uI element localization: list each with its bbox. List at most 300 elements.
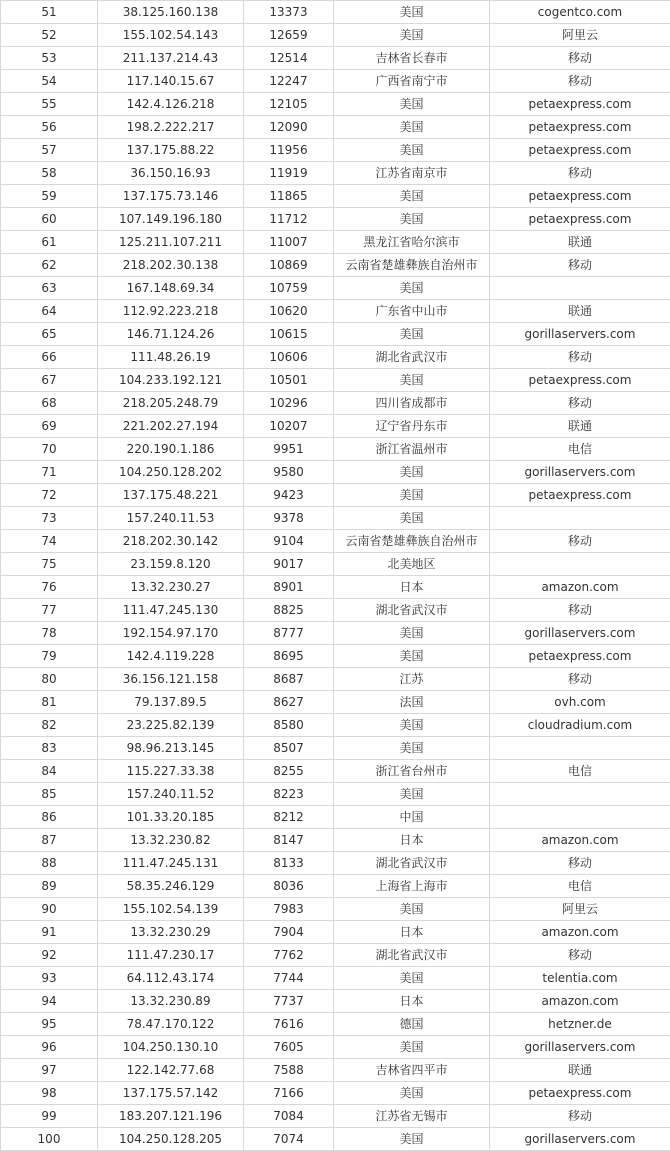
table-row <box>1 875 670 898</box>
rank-cell: 63 <box>1 277 98 300</box>
count-cell: 12105 <box>244 93 334 116</box>
rank-cell: 77 <box>1 599 98 622</box>
count-cell: 10620 <box>244 300 334 323</box>
ip-address-cell: 78.47.170.122 <box>98 1013 244 1036</box>
ip-address-cell: 115.227.33.38 <box>98 760 244 783</box>
table-row <box>1 231 670 254</box>
count-cell: 7744 <box>244 967 334 990</box>
isp-cell: gorillaservers.com <box>490 323 670 346</box>
ip-address-cell: 23.159.8.120 <box>98 553 244 576</box>
table-row <box>1 829 670 852</box>
rank-cell: 59 <box>1 185 98 208</box>
ip-address-cell: 157.240.11.52 <box>98 783 244 806</box>
rank-cell: 53 <box>1 47 98 70</box>
isp-cell: petaexpress.com <box>490 93 670 116</box>
isp-cell: 电信 <box>490 760 670 783</box>
table-row <box>1 484 670 507</box>
table-row <box>1 507 670 530</box>
location-cell: 美国 <box>334 484 490 507</box>
table-row <box>1 1082 670 1105</box>
table-row <box>1 1105 670 1128</box>
ip-address-cell: 183.207.121.196 <box>98 1105 244 1128</box>
rank-cell: 74 <box>1 530 98 553</box>
count-cell: 8825 <box>244 599 334 622</box>
location-cell: 美国 <box>334 737 490 760</box>
isp-cell: 移动 <box>490 852 670 875</box>
ip-address-cell: 122.142.77.68 <box>98 1059 244 1082</box>
isp-cell: 移动 <box>490 599 670 622</box>
isp-cell: 移动 <box>490 944 670 967</box>
count-cell: 8255 <box>244 760 334 783</box>
isp-cell: 阿里云 <box>490 24 670 47</box>
location-cell: 美国 <box>334 1082 490 1105</box>
rank-cell: 94 <box>1 990 98 1013</box>
location-cell: 湖北省武汉市 <box>334 852 490 875</box>
rank-cell: 76 <box>1 576 98 599</box>
count-cell: 9017 <box>244 553 334 576</box>
ip-address-cell: 104.250.130.10 <box>98 1036 244 1059</box>
ip-address-cell: 13.32.230.27 <box>98 576 244 599</box>
isp-cell: petaexpress.com <box>490 1082 670 1105</box>
location-cell: 浙江省温州市 <box>334 438 490 461</box>
rank-cell: 67 <box>1 369 98 392</box>
count-cell: 10606 <box>244 346 334 369</box>
location-cell: 美国 <box>334 24 490 47</box>
count-cell: 9378 <box>244 507 334 530</box>
ip-address-cell: 23.225.82.139 <box>98 714 244 737</box>
table-row <box>1 806 670 829</box>
count-cell: 11956 <box>244 139 334 162</box>
isp-cell: 移动 <box>490 530 670 553</box>
table-row <box>1 70 670 93</box>
isp-cell: petaexpress.com <box>490 116 670 139</box>
rank-cell: 51 <box>1 1 98 24</box>
table-row <box>1 944 670 967</box>
table-row <box>1 208 670 231</box>
table-row <box>1 990 670 1013</box>
ip-address-cell: 111.47.230.17 <box>98 944 244 967</box>
isp-cell: 联通 <box>490 1059 670 1082</box>
location-cell: 美国 <box>334 967 490 990</box>
rank-cell: 80 <box>1 668 98 691</box>
table-row <box>1 369 670 392</box>
count-cell: 8627 <box>244 691 334 714</box>
rank-cell: 61 <box>1 231 98 254</box>
isp-cell: 联通 <box>490 415 670 438</box>
count-cell: 12247 <box>244 70 334 93</box>
table-row <box>1 1013 670 1036</box>
table-row <box>1 1128 670 1151</box>
location-cell: 美国 <box>334 507 490 530</box>
isp-cell: 电信 <box>490 438 670 461</box>
location-cell: 上海省上海市 <box>334 875 490 898</box>
rank-cell: 89 <box>1 875 98 898</box>
location-cell: 美国 <box>334 1 490 24</box>
count-cell: 8212 <box>244 806 334 829</box>
count-cell: 12514 <box>244 47 334 70</box>
ip-address-cell: 218.202.30.142 <box>98 530 244 553</box>
isp-cell: hetzner.de <box>490 1013 670 1036</box>
table-row <box>1 300 670 323</box>
location-cell: 美国 <box>334 898 490 921</box>
count-cell: 11919 <box>244 162 334 185</box>
count-cell: 11007 <box>244 231 334 254</box>
isp-cell: gorillaservers.com <box>490 461 670 484</box>
table-row <box>1 139 670 162</box>
rank-cell: 99 <box>1 1105 98 1128</box>
location-cell: 湖北省武汉市 <box>334 944 490 967</box>
table-row <box>1 760 670 783</box>
count-cell: 11865 <box>244 185 334 208</box>
rank-cell: 85 <box>1 783 98 806</box>
ip-address-cell: 137.175.73.146 <box>98 185 244 208</box>
table-row <box>1 185 670 208</box>
table-row <box>1 714 670 737</box>
rank-cell: 54 <box>1 70 98 93</box>
ip-address-cell: 13.32.230.82 <box>98 829 244 852</box>
ip-address-cell: 104.250.128.202 <box>98 461 244 484</box>
isp-cell: gorillaservers.com <box>490 1128 670 1151</box>
rank-cell: 98 <box>1 1082 98 1105</box>
isp-cell: petaexpress.com <box>490 484 670 507</box>
rank-cell: 52 <box>1 24 98 47</box>
isp-cell: cloudradium.com <box>490 714 670 737</box>
location-cell: 美国 <box>334 783 490 806</box>
location-cell: 四川省成都市 <box>334 392 490 415</box>
ip-address-cell: 101.33.20.185 <box>98 806 244 829</box>
count-cell: 8687 <box>244 668 334 691</box>
rank-cell: 71 <box>1 461 98 484</box>
ip-address-cell: 117.140.15.67 <box>98 70 244 93</box>
isp-cell: 电信 <box>490 875 670 898</box>
location-cell: 浙江省台州市 <box>334 760 490 783</box>
ip-address-cell: 64.112.43.174 <box>98 967 244 990</box>
count-cell: 12090 <box>244 116 334 139</box>
isp-cell: petaexpress.com <box>490 185 670 208</box>
count-cell: 8133 <box>244 852 334 875</box>
rank-cell: 83 <box>1 737 98 760</box>
table-row <box>1 1036 670 1059</box>
isp-cell: 移动 <box>490 346 670 369</box>
ip-address-cell: 107.149.196.180 <box>98 208 244 231</box>
location-cell: 美国 <box>334 1036 490 1059</box>
isp-cell: 移动 <box>490 47 670 70</box>
rank-cell: 84 <box>1 760 98 783</box>
table-row <box>1 1 670 24</box>
ip-address-cell: 198.2.222.217 <box>98 116 244 139</box>
rank-cell: 66 <box>1 346 98 369</box>
ip-address-cell: 155.102.54.139 <box>98 898 244 921</box>
ip-address-cell: 111.47.245.131 <box>98 852 244 875</box>
count-cell: 10296 <box>244 392 334 415</box>
location-cell: 吉林省长春市 <box>334 47 490 70</box>
count-cell: 9423 <box>244 484 334 507</box>
table-row <box>1 93 670 116</box>
ip-address-cell: 137.175.48.221 <box>98 484 244 507</box>
table-row <box>1 116 670 139</box>
count-cell: 9580 <box>244 461 334 484</box>
count-cell: 7762 <box>244 944 334 967</box>
location-cell: 美国 <box>334 277 490 300</box>
rank-cell: 72 <box>1 484 98 507</box>
ip-address-cell: 192.154.97.170 <box>98 622 244 645</box>
location-cell: 江苏省南京市 <box>334 162 490 185</box>
location-cell: 中国 <box>334 806 490 829</box>
count-cell: 8147 <box>244 829 334 852</box>
rank-cell: 79 <box>1 645 98 668</box>
count-cell: 12659 <box>244 24 334 47</box>
location-cell: 云南省楚雄彝族自治州市 <box>334 530 490 553</box>
location-cell: 美国 <box>334 208 490 231</box>
isp-cell: 阿里云 <box>490 898 670 921</box>
count-cell: 13373 <box>244 1 334 24</box>
location-cell: 广东省中山市 <box>334 300 490 323</box>
ip-address-cell: 167.148.69.34 <box>98 277 244 300</box>
count-cell: 7904 <box>244 921 334 944</box>
isp-cell: amazon.com <box>490 576 670 599</box>
isp-cell: 移动 <box>490 70 670 93</box>
ip-address-cell: 111.47.245.130 <box>98 599 244 622</box>
isp-cell: gorillaservers.com <box>490 622 670 645</box>
count-cell: 10501 <box>244 369 334 392</box>
count-cell: 7074 <box>244 1128 334 1151</box>
location-cell: 江苏 <box>334 668 490 691</box>
table-row <box>1 668 670 691</box>
isp-cell: amazon.com <box>490 921 670 944</box>
rank-cell: 81 <box>1 691 98 714</box>
ip-address-cell: 157.240.11.53 <box>98 507 244 530</box>
ip-address-cell: 104.233.192.121 <box>98 369 244 392</box>
isp-cell <box>490 783 670 806</box>
rank-cell: 87 <box>1 829 98 852</box>
ip-address-cell: 137.175.88.22 <box>98 139 244 162</box>
table-row <box>1 277 670 300</box>
location-cell: 湖北省武汉市 <box>334 346 490 369</box>
count-cell: 8507 <box>244 737 334 760</box>
table-row <box>1 346 670 369</box>
ip-address-cell: 36.156.121.158 <box>98 668 244 691</box>
table-row <box>1 323 670 346</box>
isp-cell: 联通 <box>490 300 670 323</box>
location-cell: 北美地区 <box>334 553 490 576</box>
ip-address-cell: 38.125.160.138 <box>98 1 244 24</box>
count-cell: 8223 <box>244 783 334 806</box>
table-row <box>1 645 670 668</box>
ip-address-cell: 155.102.54.143 <box>98 24 244 47</box>
count-cell: 9951 <box>244 438 334 461</box>
isp-cell: petaexpress.com <box>490 208 670 231</box>
location-cell: 黑龙江省哈尔滨市 <box>334 231 490 254</box>
isp-cell: 移动 <box>490 162 670 185</box>
isp-cell: cogentco.com <box>490 1 670 24</box>
rank-cell: 100 <box>1 1128 98 1151</box>
isp-cell: telentia.com <box>490 967 670 990</box>
count-cell: 8695 <box>244 645 334 668</box>
ip-address-cell: 218.202.30.138 <box>98 254 244 277</box>
rank-cell: 69 <box>1 415 98 438</box>
table-row <box>1 599 670 622</box>
rank-cell: 56 <box>1 116 98 139</box>
count-cell: 7737 <box>244 990 334 1013</box>
table-row <box>1 24 670 47</box>
location-cell: 美国 <box>334 714 490 737</box>
count-cell: 8901 <box>244 576 334 599</box>
location-cell: 日本 <box>334 990 490 1013</box>
rank-cell: 64 <box>1 300 98 323</box>
isp-cell <box>490 806 670 829</box>
table-row <box>1 737 670 760</box>
table-row <box>1 691 670 714</box>
rank-cell: 70 <box>1 438 98 461</box>
location-cell: 美国 <box>334 139 490 162</box>
table-row <box>1 461 670 484</box>
ip-address-cell: 58.35.246.129 <box>98 875 244 898</box>
rank-cell: 88 <box>1 852 98 875</box>
location-cell: 美国 <box>334 622 490 645</box>
isp-cell <box>490 507 670 530</box>
rank-cell: 82 <box>1 714 98 737</box>
count-cell: 8777 <box>244 622 334 645</box>
rank-cell: 96 <box>1 1036 98 1059</box>
location-cell: 美国 <box>334 323 490 346</box>
ip-address-cell: 137.175.57.142 <box>98 1082 244 1105</box>
isp-cell <box>490 277 670 300</box>
ip-address-cell: 146.71.124.26 <box>98 323 244 346</box>
count-cell: 7166 <box>244 1082 334 1105</box>
isp-cell: 移动 <box>490 1105 670 1128</box>
location-cell: 美国 <box>334 185 490 208</box>
rank-cell: 97 <box>1 1059 98 1082</box>
table-body <box>1 1 670 1151</box>
location-cell: 美国 <box>334 369 490 392</box>
location-cell: 日本 <box>334 829 490 852</box>
table-row <box>1 852 670 875</box>
count-cell: 7983 <box>244 898 334 921</box>
location-cell: 法国 <box>334 691 490 714</box>
table-row <box>1 898 670 921</box>
count-cell: 7616 <box>244 1013 334 1036</box>
ip-address-cell: 218.205.248.79 <box>98 392 244 415</box>
ip-address-cell: 13.32.230.89 <box>98 990 244 1013</box>
isp-cell: petaexpress.com <box>490 645 670 668</box>
location-cell: 吉林省四平市 <box>334 1059 490 1082</box>
table-row <box>1 967 670 990</box>
table-row <box>1 921 670 944</box>
count-cell: 8036 <box>244 875 334 898</box>
location-cell: 美国 <box>334 1128 490 1151</box>
count-cell: 10615 <box>244 323 334 346</box>
table-row <box>1 47 670 70</box>
isp-cell: gorillaservers.com <box>490 1036 670 1059</box>
isp-cell: petaexpress.com <box>490 139 670 162</box>
count-cell: 7605 <box>244 1036 334 1059</box>
ip-address-cell: 142.4.119.228 <box>98 645 244 668</box>
count-cell: 7084 <box>244 1105 334 1128</box>
rank-cell: 65 <box>1 323 98 346</box>
location-cell: 美国 <box>334 645 490 668</box>
rank-cell: 73 <box>1 507 98 530</box>
rank-cell: 57 <box>1 139 98 162</box>
table-row <box>1 415 670 438</box>
table-row <box>1 553 670 576</box>
location-cell: 日本 <box>334 576 490 599</box>
count-cell: 10869 <box>244 254 334 277</box>
isp-cell: 联通 <box>490 231 670 254</box>
location-cell: 湖北省武汉市 <box>334 599 490 622</box>
isp-cell <box>490 737 670 760</box>
ip-address-cell: 220.190.1.186 <box>98 438 244 461</box>
location-cell: 云南省楚雄彝族自治州市 <box>334 254 490 277</box>
isp-cell: 移动 <box>490 392 670 415</box>
rank-cell: 95 <box>1 1013 98 1036</box>
rank-cell: 92 <box>1 944 98 967</box>
isp-cell: petaexpress.com <box>490 369 670 392</box>
rank-cell: 68 <box>1 392 98 415</box>
location-cell: 美国 <box>334 461 490 484</box>
isp-cell: amazon.com <box>490 829 670 852</box>
ip-address-cell: 221.202.27.194 <box>98 415 244 438</box>
ip-address-cell: 13.32.230.29 <box>98 921 244 944</box>
location-cell: 美国 <box>334 116 490 139</box>
table-row <box>1 162 670 185</box>
rank-cell: 78 <box>1 622 98 645</box>
rank-cell: 91 <box>1 921 98 944</box>
ip-address-cell: 36.150.16.93 <box>98 162 244 185</box>
table-row <box>1 530 670 553</box>
rank-cell: 62 <box>1 254 98 277</box>
rank-cell: 75 <box>1 553 98 576</box>
ip-address-cell: 142.4.126.218 <box>98 93 244 116</box>
count-cell: 8580 <box>244 714 334 737</box>
table-row <box>1 254 670 277</box>
rank-cell: 58 <box>1 162 98 185</box>
table-row <box>1 392 670 415</box>
table-row <box>1 1059 670 1082</box>
table-row <box>1 576 670 599</box>
table-row <box>1 783 670 806</box>
count-cell: 10207 <box>244 415 334 438</box>
rank-cell: 86 <box>1 806 98 829</box>
ip-address-cell: 111.48.26.19 <box>98 346 244 369</box>
ip-address-cell: 104.250.128.205 <box>98 1128 244 1151</box>
isp-cell: amazon.com <box>490 990 670 1013</box>
count-cell: 10759 <box>244 277 334 300</box>
location-cell: 广西省南宁市 <box>334 70 490 93</box>
ip-address-cell: 79.137.89.5 <box>98 691 244 714</box>
count-cell: 9104 <box>244 530 334 553</box>
rank-cell: 60 <box>1 208 98 231</box>
ip-address-cell: 125.211.107.211 <box>98 231 244 254</box>
rank-cell: 90 <box>1 898 98 921</box>
isp-cell: ovh.com <box>490 691 670 714</box>
isp-cell: 移动 <box>490 254 670 277</box>
location-cell: 日本 <box>334 921 490 944</box>
isp-cell: 移动 <box>490 668 670 691</box>
table-row <box>1 622 670 645</box>
rank-cell: 55 <box>1 93 98 116</box>
isp-cell <box>490 553 670 576</box>
count-cell: 7588 <box>244 1059 334 1082</box>
location-cell: 德国 <box>334 1013 490 1036</box>
count-cell: 11712 <box>244 208 334 231</box>
ip-address-cell: 211.137.214.43 <box>98 47 244 70</box>
rank-cell: 93 <box>1 967 98 990</box>
location-cell: 美国 <box>334 93 490 116</box>
ip-address-cell: 98.96.213.145 <box>98 737 244 760</box>
location-cell: 江苏省无锡市 <box>334 1105 490 1128</box>
ip-address-cell: 112.92.223.218 <box>98 300 244 323</box>
table-row <box>1 438 670 461</box>
